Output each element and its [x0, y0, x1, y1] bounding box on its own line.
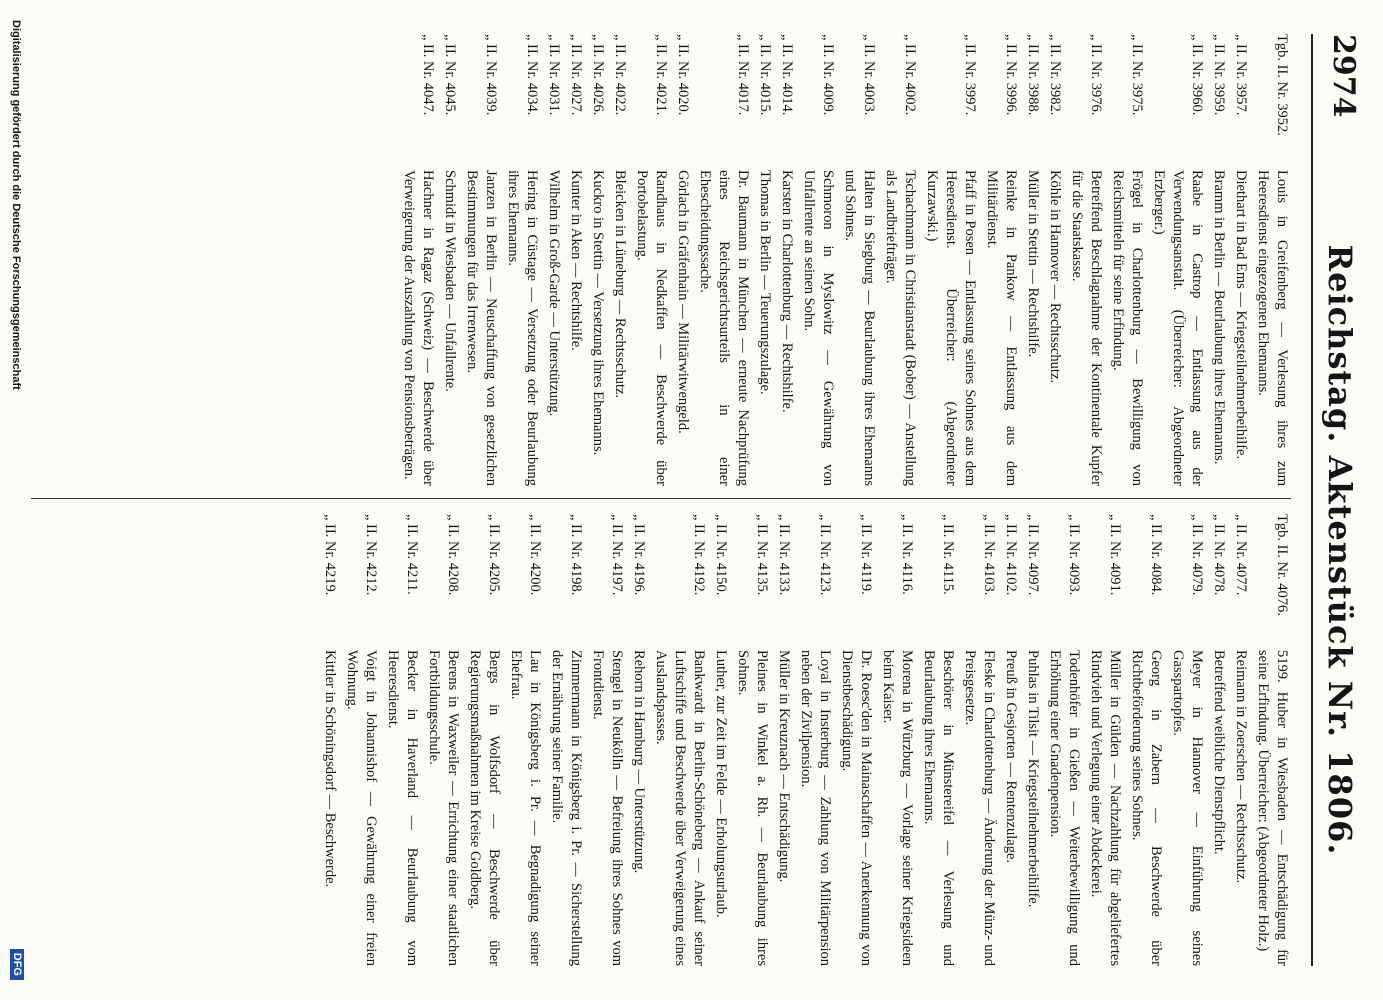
- petition-entry: [610, 34, 629, 486]
- entry-text: Randhaus in Nedkaffen — Beschwerde über Portobelastung.: [634, 170, 669, 486]
- petition-entry: [1209, 34, 1228, 486]
- entry-text: Berens in Waxweiler — Errichtung einer staatlichen Fortbildungsschule.: [426, 650, 461, 966]
- entry-reference: „ II. Nr. 4022.: [612, 34, 628, 116]
- entry-text: Voigt in Johannishof — Gewährung einer freien Wohnung.: [344, 650, 379, 966]
- petition-entry: [399, 34, 437, 486]
- entry-text: Köhle in Hannover — Rechtsschutz.: [1047, 170, 1063, 384]
- petition-entry: [755, 34, 774, 486]
- entry-text: Pleines in Winkel a. Rh. — Beurlaubung ihres Sohnes.: [735, 650, 770, 966]
- entry-reference: „ II. Nr. 4211.: [404, 514, 420, 595]
- entry-text: Meyer in Hannover — Einführung seines Gasspartopfes.: [1170, 650, 1205, 966]
- entry-reference: „ II. Nr. 3975.: [1129, 34, 1145, 116]
- entry-reference: „ II. Nr. 4039.: [483, 34, 499, 116]
- entry-reference: „ II. Nr. 4197.: [609, 514, 625, 596]
- entry-reference: „ II. Nr. 4078.: [1211, 514, 1227, 596]
- entry-text: Rehorn in Hamburg — Unterstützung.: [631, 650, 647, 874]
- entry-reference: „ II. Nr. 4020.: [675, 34, 691, 116]
- entry-text: Dr. Baumann in München — erneute Nachprüfung eines Reichsgerichtsurteils in einer Ehescheidungssache.: [697, 170, 751, 486]
- petition-entry: [1086, 514, 1124, 966]
- petition-entry: [881, 34, 919, 486]
- entry-text: Karsten in Charlottenburg — Rechtshilfe.: [779, 170, 795, 413]
- entry-text: Schmoron in Myslowitz — Gewährung von Unfallrente an seinen Sohn.: [801, 170, 836, 486]
- petition-entry: [1108, 34, 1146, 486]
- petition-entry: [588, 514, 626, 966]
- petition-entry: [1231, 34, 1250, 486]
- left-column: [396, 34, 1291, 486]
- entry-reference: „ II. Nr. 4219.: [322, 514, 338, 596]
- petition-entry: [588, 34, 607, 486]
- entry-text: Stengel in Neukölln — Befreiung ihres Sohnes vom Frontdienst.: [590, 650, 625, 966]
- entry-reference: „ II. Nr. 4198.: [568, 514, 584, 596]
- entry-text: Betreffend Beschlagnahme der Kontinentale Kupfer für die Staatskasse.: [1069, 170, 1104, 486]
- entry-text: Schmidt in Wiesbaden — Unfallrente.: [442, 170, 458, 392]
- entry-reference: „ II. Nr. 4079.: [1189, 514, 1205, 596]
- page-header: [1311, 34, 1365, 966]
- entry-text: Luther, zur Zeit im Felde — Erholungsurlaub.: [713, 650, 729, 918]
- entry-text: Wilhelm in Groß-Garde — Unterstützung.: [546, 170, 562, 417]
- petition-entry: [1001, 514, 1020, 966]
- entry-text: Lau in Königsberg i. Pr. — Begnadigung seiner Ehefrau.: [508, 650, 543, 966]
- petition-entry: [799, 34, 837, 486]
- petition-entry: [1023, 514, 1042, 966]
- entry-text: Hering in Cüstage — Versetzung oder Beurlaubung ihres Ehemanns.: [505, 170, 540, 486]
- entry-reference: „ II. Nr. 3976.: [1088, 34, 1104, 116]
- petition-entry: [960, 514, 998, 966]
- petition-entry: [1023, 34, 1042, 486]
- entry-text: Morena in Würzburg — Vorlage seiner Kriegsideen beim Kaiser.: [880, 650, 915, 966]
- right-column: [317, 514, 1291, 966]
- petition-entry: [733, 514, 771, 966]
- entry-text: Dr. Roesc'den in Mainaschaffen — Anerkennung von Dienstbeschädigung.: [839, 650, 874, 966]
- entry-text: Beschörer in Münstereifel — Verlesung und Beurlaubung ihres Ehemanns.: [921, 650, 956, 966]
- petition-entry: [424, 514, 462, 966]
- entry-text: 5199. Huber in Wiesbaden — Entschädigung für seine Erfindung. Überreicher: (Abgeordneter Holz.): [1255, 650, 1290, 966]
- entry-reference: „ II. Nr. 4115.: [940, 514, 956, 595]
- petition-entry: [837, 514, 875, 966]
- entry-text: Puhlas in Tilsit — Kriegsteilnehmerbeihilfe.: [1025, 650, 1041, 908]
- entry-reference: „ II. Nr. 4002.: [902, 34, 918, 116]
- petition-entry: [1253, 514, 1291, 966]
- petition-entry: [544, 34, 563, 486]
- entry-reference: „ II. Nr. 4009.: [820, 34, 836, 116]
- entry-text: Bankwardt in Berlin-Schöneberg — Ankauf seiner Luftschiffe und Beschwerde über Verweigerung eines Auslandspasses.: [653, 650, 707, 966]
- petition-entry: [774, 514, 793, 966]
- entry-reference: „ II. Nr. 4097.: [1025, 514, 1041, 596]
- entry-text: Kuckro in Stettin — Versetzung ihres Ehemanns.: [590, 170, 606, 456]
- petition-entry: [1067, 34, 1105, 486]
- entry-reference: „ II. Nr. 4102.: [1003, 514, 1019, 596]
- entry-reference: „ II. Nr. 4196.: [631, 514, 647, 596]
- petition-entry: [1209, 514, 1228, 966]
- petition-entry: [465, 514, 503, 966]
- entry-text: Preuß in Gesjorten — Rentenzulage.: [1003, 650, 1019, 864]
- petition-entry: [796, 514, 834, 966]
- page-title: Reichstag. Aktenstück Nr. 1806.: [1321, 244, 1359, 856]
- entry-text: Pfaff in Posen — Entlassung seines Sohnes aus dem Heeresdienst. Überreicher: (Abgeordneter Kurzawski.): [924, 170, 978, 486]
- entry-text: Müller in Stettin — Rechtshilfe.: [1025, 170, 1041, 358]
- entry-reference: „ II. Nr. 4192.: [691, 514, 707, 596]
- petition-entry: [777, 34, 796, 486]
- entry-reference: Tgb. II. Nr. 3952.: [1274, 34, 1290, 136]
- entry-reference: „ II. Nr. 4034.: [524, 34, 540, 116]
- entry-reference: „ II. Nr. 4084.: [1148, 514, 1164, 596]
- entry-text: Bramm in Berlin — Beurlaubung ihres Ehemanns.: [1211, 170, 1227, 465]
- entry-reference: „ II. Nr. 4116.: [899, 514, 915, 595]
- petition-entry: [1045, 514, 1083, 966]
- entry-reference: „ II. Nr. 4200.: [527, 514, 543, 596]
- petition-entry: [711, 514, 730, 966]
- entry-reference: „ II. Nr. 4014.: [779, 34, 795, 116]
- entry-text: Becker in Haverland — Beurlaubung vom Heeresdienst.: [385, 650, 420, 966]
- entry-reference: „ II. Nr. 4123.: [817, 514, 833, 596]
- entry-reference: „ II. Nr. 4021.: [653, 34, 669, 116]
- entry-reference: „ II. Nr. 4077.: [1233, 514, 1249, 596]
- entry-reference: „ II. Nr. 4205.: [486, 514, 502, 596]
- entry-reference: „ II. Nr. 3957.: [1233, 34, 1249, 116]
- entry-text: Thomas in Berlin — Teuerungszulage.: [757, 170, 773, 395]
- petition-entry: [1253, 34, 1291, 486]
- petition-entry: [566, 34, 585, 486]
- entry-reference: „ II. Nr. 3997.: [962, 34, 978, 116]
- petition-entry: [1045, 34, 1064, 486]
- entry-reference: „ II. Nr. 4133.: [776, 514, 792, 596]
- petition-entry: [1231, 514, 1250, 966]
- entry-reference: „ II. Nr. 4212.: [363, 514, 379, 596]
- petition-entry: [695, 34, 752, 486]
- petition-entry: [840, 34, 878, 486]
- entry-reference: „ II. Nr. 3959.: [1211, 34, 1227, 116]
- entry-reference: „ II. Nr. 4027.: [568, 34, 584, 116]
- entry-text: Müller in Kreuznach — Entschädigung.: [776, 650, 792, 883]
- entry-text: Todenhöfer in Gießen — Weiterbewilligung und Erhöhung einer Gnadenpension.: [1047, 650, 1082, 966]
- entry-text: Janzen in Berlin — Neuschaffung von gesetzlichen Bestimmungen für das Irrenwesen.: [464, 170, 499, 486]
- entry-text: Görlach in Gräfenhain — Militärwitwengeld.: [675, 170, 691, 434]
- entry-text: Halten in Siegburg — Beurlaubung ihres Ehemanns und Sohnes.: [842, 170, 877, 486]
- entry-text: Zimmermann in Königsberg i. Pr. — Sicherstellung der Ernährung seiner Familie.: [549, 650, 584, 966]
- petition-entry: [1127, 514, 1165, 966]
- entry-reference: „ II. Nr. 4135.: [754, 514, 770, 596]
- entry-text: Georg in Zabern — Beschwerde über Richtbeförderung seines Sohnes.: [1129, 650, 1164, 966]
- entry-text: Bleicken in Lüneburg — Rechtsschutz.: [612, 170, 628, 399]
- entry-reference: „ II. Nr. 4208.: [445, 514, 461, 596]
- entry-reference: „ II. Nr. 4026.: [590, 34, 606, 116]
- petition-entry: [342, 514, 380, 966]
- page-number: 2974: [1326, 34, 1361, 118]
- entry-reference: „ II. Nr. 4015.: [757, 34, 773, 116]
- petition-entry: [673, 34, 692, 486]
- entry-text: Tschachmann in Christianstadt (Bober) — Anstellung als Landbriefträger.: [883, 170, 918, 486]
- column-divider: [31, 498, 1291, 499]
- entry-text: Hachner in Ragaz (Schweiz) — Beschwerde über Verweigerung der Auszahlung von Pensionsbeträgen.: [401, 170, 436, 486]
- entry-reference: „ II. Nr. 4091.: [1107, 514, 1123, 596]
- entry-reference: „ II. Nr. 3960.: [1189, 34, 1205, 116]
- entry-text: Loyal in Insterburg — Zahlung von Militärpension neben der Zivilpension.: [798, 650, 833, 966]
- entry-reference: „ II. Nr. 3996.: [1003, 34, 1019, 116]
- dfg-logo: DFG: [10, 949, 24, 980]
- petition-entry: [878, 514, 916, 966]
- petition-entry: [506, 514, 544, 966]
- entry-reference: „ II. Nr. 4150.: [713, 514, 729, 596]
- petition-entry: [503, 34, 541, 486]
- petition-entry: [1168, 514, 1206, 966]
- petition-entry: [547, 514, 585, 966]
- entry-text: Frögel in Charlottenburg — Bewilligung von Reichsmitteln für seine Erfindung.: [1110, 170, 1145, 486]
- entry-text: Reimann in Zoerschen — Rechtsschutz.: [1233, 650, 1249, 884]
- petition-entry: [982, 34, 1020, 486]
- entry-reference: „ II. Nr. 4031.: [546, 34, 562, 116]
- entry-reference: „ II. Nr. 4103.: [981, 514, 997, 596]
- petition-entry: [462, 34, 500, 486]
- petition-entry: [383, 514, 421, 966]
- petition-entry: [922, 34, 979, 486]
- petition-entry: [440, 34, 459, 486]
- petition-entry: [629, 514, 648, 966]
- entry-text: Kittler in Schöningsdorf — Beschwerde.: [322, 650, 338, 888]
- entry-reference: „ II. Nr. 4017.: [735, 34, 751, 116]
- petition-entry: [632, 34, 670, 486]
- entry-text: Fleske in Charlottenburg — Änderung der Münz- und Preisgesetze.: [962, 650, 997, 966]
- entry-text: Bergs in Wolfsdorf — Beschwerde über Regierungsmaßnahmen im Kreise Goldberg.: [467, 650, 502, 966]
- entry-reference: Tgb. II. Nr. 4076.: [1274, 514, 1290, 616]
- entry-reference: „ II. Nr. 4119.: [858, 514, 874, 595]
- entry-text: Müller in Gülden — Nachzahlung für abgeliefertes Rindvieh und Verlegung einer Abdeckerei.: [1088, 650, 1123, 966]
- petition-entry: [1149, 34, 1206, 486]
- entry-text: Diethart in Bad Ems — Kriegsteilnehmerbeihilfe.: [1233, 170, 1249, 460]
- entry-reference: „ II. Nr. 3982.: [1047, 34, 1063, 116]
- funding-note: Digitalisierung gefördert durch die Deutsche Forschungsgemeinschaft: [10, 20, 22, 390]
- petition-entry: [919, 514, 957, 966]
- entry-text: Raabe in Castrop — Entlassung aus der Verwendungsanstalt. (Überreicher: Abgeordneter Erzberger.): [1151, 170, 1205, 486]
- entry-text: Louis in Greifenberg — Verlesung ihres zum Heeresdienst eingezogenen Ehemanns.: [1255, 170, 1290, 486]
- entry-reference: „ II. Nr. 4093.: [1066, 514, 1082, 596]
- digitization-footer: [0, 0, 28, 1000]
- entry-reference: „ II. Nr. 4047.: [420, 34, 436, 116]
- entry-reference: „ II. Nr. 4003.: [861, 34, 877, 116]
- petition-entry: [651, 514, 708, 966]
- petition-entry: [320, 514, 339, 966]
- entry-text: Kunter in Aken — Rechtshilfe.: [568, 170, 584, 351]
- entry-reference: „ II. Nr. 4045.: [442, 34, 458, 116]
- entry-text: Betreffend weibliche Dienstpflicht.: [1211, 650, 1227, 855]
- entry-text: Reinke in Pankow — Entlassung aus dem Militärdienst.: [984, 170, 1019, 486]
- entry-reference: „ II. Nr. 3988.: [1025, 34, 1041, 116]
